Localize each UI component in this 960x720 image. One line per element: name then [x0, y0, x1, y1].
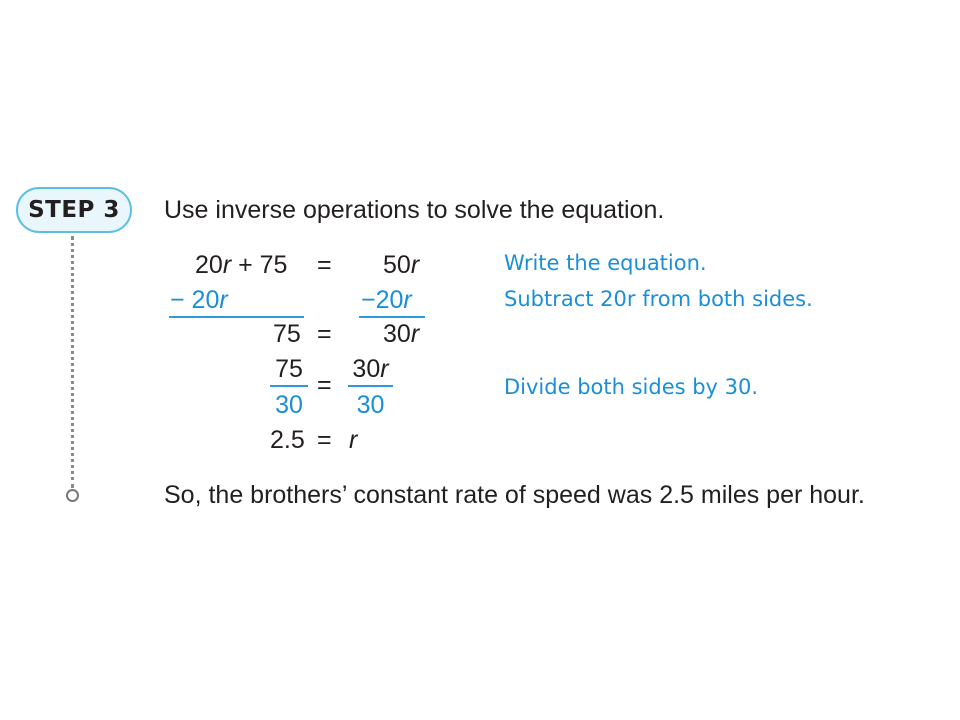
variable: r	[403, 286, 412, 314]
term: −20	[361, 286, 404, 314]
step-instruction: Use inverse operations to solve the equation.	[164, 196, 665, 224]
variable: r	[349, 426, 358, 454]
step-end-marker	[66, 489, 79, 502]
fraction-bar	[348, 385, 393, 387]
fraction-denominator: 30	[356, 391, 385, 419]
fraction-right	[348, 354, 393, 420]
term: 30	[383, 320, 411, 348]
term: 20	[195, 251, 223, 279]
equation-line-5-left: 2.5	[270, 426, 305, 454]
equation-line-2-left	[170, 285, 228, 315]
term: 50	[383, 251, 411, 279]
equation-line-1-left	[195, 250, 287, 280]
variable: r	[380, 355, 389, 383]
note-divide: Divide both sides by 30.	[504, 375, 759, 399]
fraction-left	[270, 354, 308, 420]
variable: r	[410, 251, 420, 279]
variable: r	[222, 251, 232, 279]
equation-line-1-right	[383, 250, 419, 280]
variable: r	[219, 286, 228, 314]
step-badge	[16, 187, 132, 233]
fraction-numerator	[348, 354, 393, 384]
equation-line-5-equals: =	[317, 426, 332, 454]
step-label: STEP 3	[28, 197, 120, 223]
fraction-bar	[270, 385, 308, 387]
equation-line-3-equals: =	[317, 320, 332, 348]
term: − 20	[170, 286, 220, 314]
note-write-equation: Write the equation.	[504, 251, 707, 275]
equation-line-4-equals: =	[317, 371, 332, 399]
subtraction-rule-left	[169, 316, 304, 318]
equation-line-5-right	[349, 425, 357, 455]
equation-line-3-right	[383, 319, 419, 349]
subtraction-rule-right	[359, 316, 425, 318]
equation-line-1-equals: =	[317, 251, 332, 279]
term: 30	[352, 355, 381, 383]
fraction-numerator: 75	[275, 355, 303, 383]
step-connector-line	[71, 236, 74, 488]
equation-line-3-left: 75	[273, 320, 301, 348]
conclusion-sentence: So, the brothers’ constant rate of speed was 2.5 miles per hour.	[164, 481, 865, 509]
fraction-denominator: 30	[275, 391, 303, 419]
variable: r	[410, 320, 420, 348]
term: + 75	[231, 251, 288, 279]
equation-line-2-right	[361, 285, 412, 315]
note-subtract: Subtract 20r from both sides.	[504, 287, 813, 311]
